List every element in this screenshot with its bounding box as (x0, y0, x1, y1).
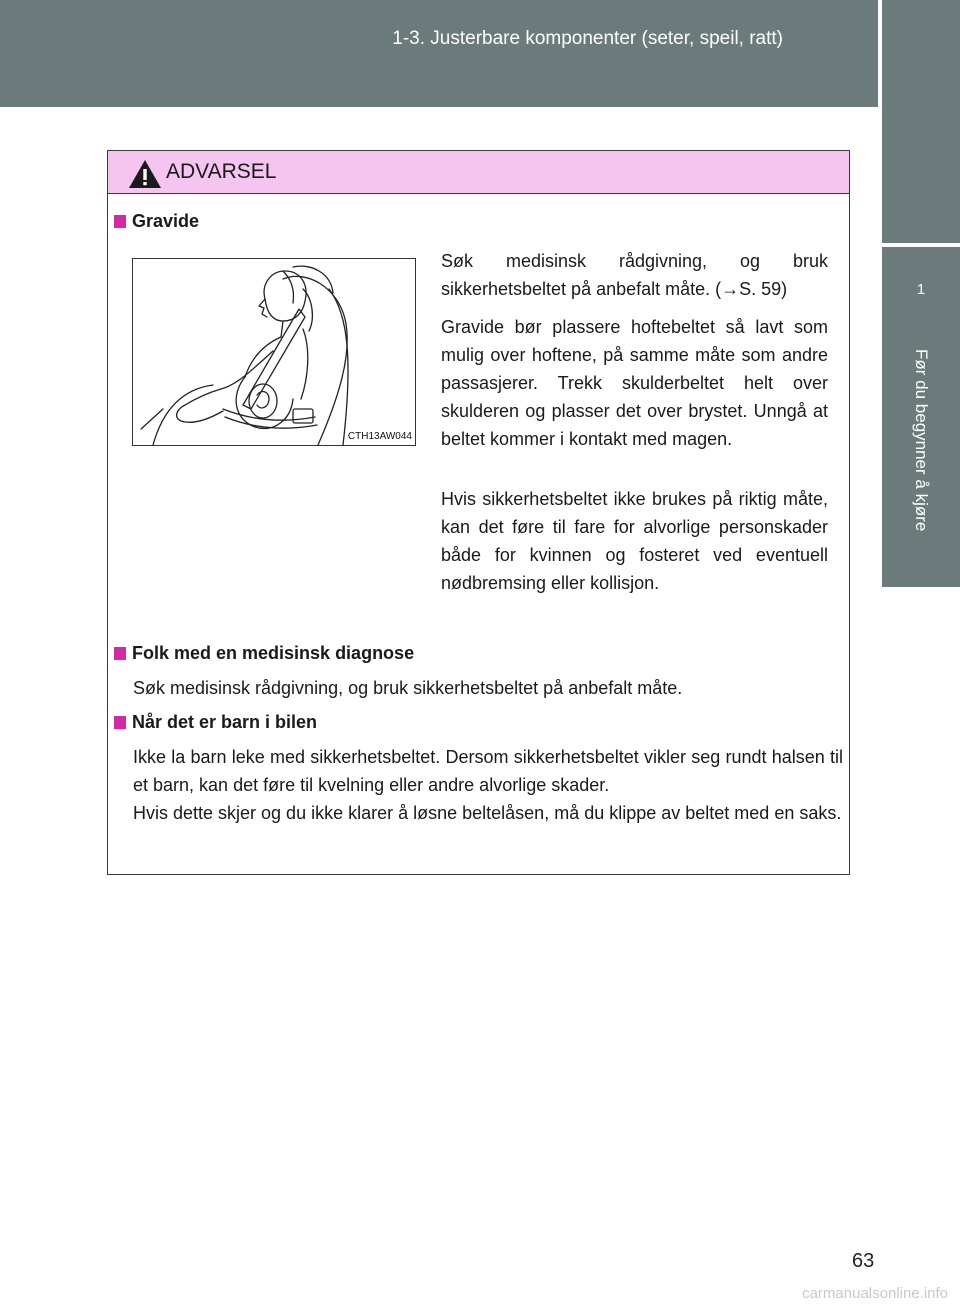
paragraph: Hvis dette skjer og du ikke klarer å løsne beltelåsen, må du klippe av beltet med en saks. (133, 803, 842, 823)
illustration-pregnant-seatbelt (132, 258, 416, 446)
bullet-square-icon (114, 647, 126, 660)
pregnant-woman-seatbelt-drawing (133, 259, 415, 445)
watermark: carmanualsonline.info (802, 1285, 948, 1302)
paragraph: Hvis sikkerhetsbeltet ikke brukes på riktig måte, kan det føre til fare for alvorlige personskader både for kvinnen og fosteret ved eventuell nødbremsing eller kollisjon. (441, 489, 828, 593)
paragraph: Søk medisinsk rådgivning, og bruk sikkerhetsbeltet på anbefalt måte. (133, 678, 683, 698)
section-heading-children: Når det er barn i bilen (114, 712, 317, 733)
header-band (0, 0, 878, 107)
bullet-square-icon (114, 215, 126, 228)
paragraph: Søk medisinsk rådgivning, og bruk sikkerhetsbeltet på anbefalt måte. (→S. 59) (441, 251, 828, 299)
section-heading-pregnant: Gravide (114, 211, 199, 232)
illustration-code: CTH13AW044 (347, 431, 412, 442)
warning-title: ADVARSEL (166, 160, 277, 183)
bullet-square-icon (114, 716, 126, 729)
side-tab-spacer (882, 0, 960, 243)
chapter-title: Før du begynner å kjøre (912, 349, 931, 532)
warning-header (108, 151, 849, 194)
paragraph: Gravide bør plassere hoftebeltet så lavt som mulig over hoftene, på samme måte som andre passasjerer. Trekk skulderbeltet helt over skulderen og plasser det over brystet. Unngå at beltet kommer i kontakt med magen. (441, 317, 828, 449)
warning-triangle-icon (127, 158, 163, 190)
section-title: 1-3. Justerbare komponenter (seter, speil, ratt) (392, 28, 783, 49)
page-number: 63 (852, 1250, 875, 1272)
section-heading-medical: Folk med en medisinsk diagnose (114, 643, 414, 664)
chapter-tab (882, 247, 960, 587)
chapter-number: 1 (916, 281, 926, 298)
warning-box (107, 150, 850, 875)
paragraph: Ikke la barn leke med sikkerhetsbeltet. Dersom sikkerhetsbeltet vikler seg rundt halsen til et barn, kan det føre til kvelning eller andre alvorlige skader. (133, 747, 843, 795)
